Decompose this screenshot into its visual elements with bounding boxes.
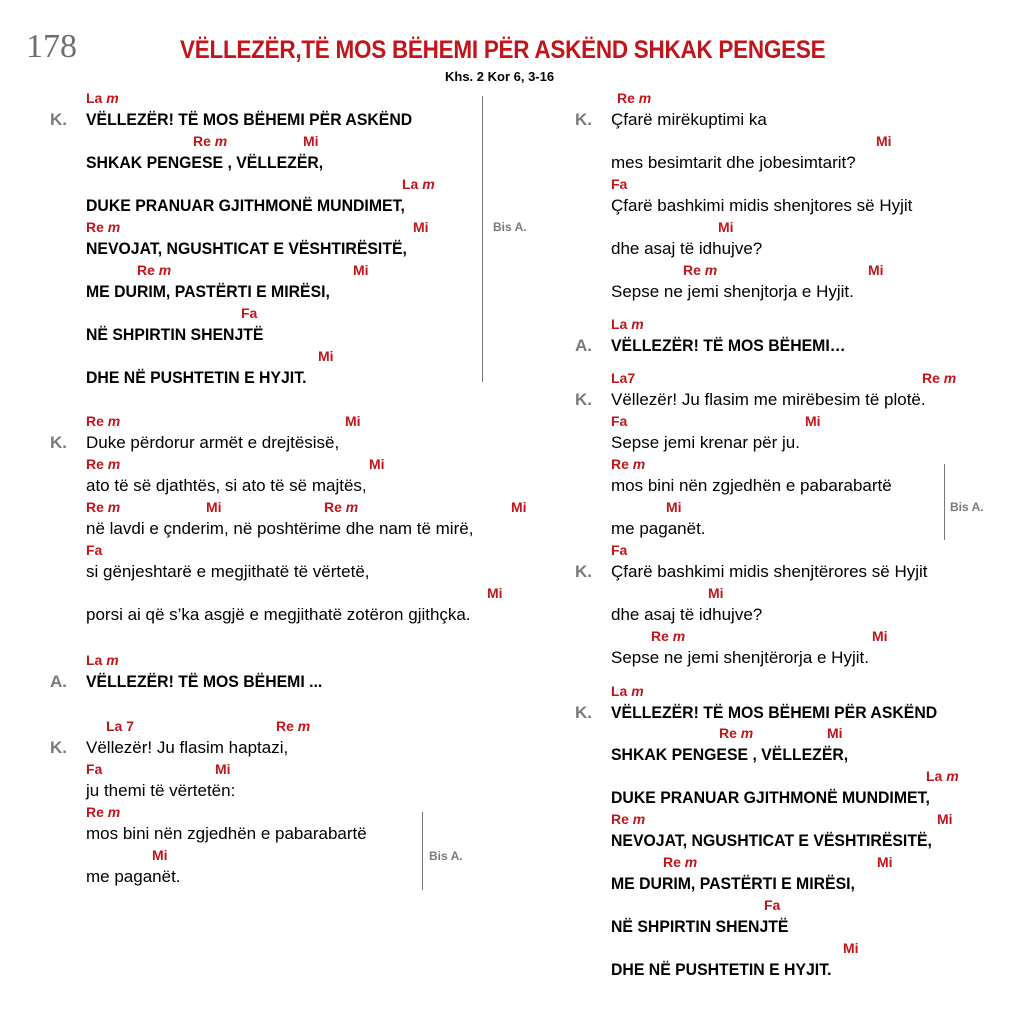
chord-fa: Fa [86,761,103,777]
chord-mi: Mi [206,499,222,515]
chord-mi: Mi [353,262,369,278]
lyric-line: me paganët. [611,519,706,538]
chord-re-minor: Re m [719,725,754,741]
lyric-line: Sepse ne jemi shenjtërorja e Hyjit. [611,648,869,667]
chord-mi: Mi [318,348,334,364]
chord-la7: La7 [611,370,636,386]
chord-fa: Fa [611,413,628,429]
label-k: K. [50,433,67,452]
label-k: K. [50,738,67,757]
lyric-line: me paganët. [86,867,181,886]
chord-la-minor: La m [611,683,644,699]
chord-re-minor: Re m [611,811,646,827]
chord-mi: Mi [877,854,893,870]
lyric-line: Çfarë mirëkuptimi ka [611,110,767,129]
chord-re-minor: Re m [651,628,686,644]
lyric-line: Vëllezër! Ju flasim me mirëbesim të plotë. [611,390,926,409]
lyric-line: SHKAK PENGESE , VËLLEZËR, [86,153,324,172]
repeat-bracket [944,464,945,540]
lyric-line: Sepse jemi krenar për ju. [611,433,800,452]
chord-re-minor: Re m [86,413,121,429]
lyric-line: NË SHPIRTIN SHENJTË [611,917,789,936]
lyric-line: Çfarë bashkimi midis shenjtores së Hyjit [611,196,913,215]
lyric-line: DUKE PRANUAR GJITHMONË MUNDIMET, [86,196,405,215]
chord-mi: Mi [827,725,843,741]
lyric-line: ato të së djathtës, si ato të së majtës, [86,476,367,495]
chord-mi: Mi [937,811,953,827]
lyric-line: Duke përdorur armët e drejtësisë, [86,433,340,452]
label-a: A. [575,336,592,355]
chord-mi: Mi [805,413,821,429]
lyric-line: mos bini nën zgjedhën e pabarabartë [611,476,892,495]
lyric-line: mos bini nën zgjedhën e pabarabartë [86,824,367,843]
chord-mi: Mi [487,585,503,601]
chord-re-minor: Re m [683,262,718,278]
chord-re-minor: Re m [611,456,646,472]
chord-la-7: La 7 [106,718,135,734]
chord-mi: Mi [303,133,319,149]
chord-mi: Mi [369,456,385,472]
lyric-line: Çfarë bashkimi midis shenjtërores së Hyjit [611,562,928,581]
label-k: K. [575,110,592,129]
chord-fa: Fa [764,897,781,913]
chord-mi: Mi [413,219,429,235]
chord-mi: Mi [215,761,231,777]
label-k: K. [50,110,67,129]
lyric-line: Sepse ne jemi shenjtorja e Hyjit. [611,282,854,301]
label-k: K. [575,562,592,581]
chord-mi: Mi [872,628,888,644]
chord-mi: Mi [708,585,724,601]
chord-la-minor: La m [86,652,119,668]
lyric-line: Vëllezër! Ju flasim haptazi, [86,738,289,757]
repeat-bracket [482,96,483,382]
chord-mi: Mi [868,262,884,278]
lyric-line: NË SHPIRTIN SHENJTË [86,325,264,344]
lyric-line: VËLLEZËR! TË MOS BËHEMI… [611,336,846,355]
chord-re-minor: Re m [276,718,311,734]
lyric-line: NEVOJAT, NGUSHTICAT E VËSHTIRËSITË, [86,239,407,258]
chord-mi: Mi [718,219,734,235]
chord-re-minor: Re m [86,219,121,235]
chord-la-minor: La m [86,90,119,106]
lyric-line: mes besimtarit dhe jobesimtarit? [611,153,856,172]
page-number: 178 [26,28,77,65]
chord-fa: Fa [241,305,258,321]
lyric-line: porsi ai që s’ka asgjë e megjithatë zotëron gjithçka. [86,605,471,624]
lyric-line: NEVOJAT, NGUSHTICAT E VËSHTIRËSITË, [611,831,932,850]
chord-re-minor: Re m [137,262,172,278]
lyric-line: DUKE PRANUAR GJITHMONË MUNDIMET, [611,788,930,807]
chord-re-minor: Re m [617,90,652,106]
chord-re-minor: Re m [324,499,359,515]
chord-re-minor: Re m [922,370,957,386]
chord-fa: Fa [611,176,628,192]
label-k: K. [575,703,592,722]
song-title: VËLLEZËR,TË MOS BËHEMI PËR ASKËND SHKAK PENGESE [180,36,826,64]
lyric-line: në lavdi e çnderim, në poshtërime dhe nam të mirë, [86,519,474,538]
chord-la-minor: La m [402,176,435,192]
chord-re-minor: Re m [86,804,121,820]
chord-re-minor: Re m [86,499,121,515]
lyric-line: ME DURIM, PASTËRTI E MIRËSI, [611,874,855,893]
chord-mi: Mi [876,133,892,149]
label-a: A. [50,672,67,691]
lyric-line: dhe asaj të idhujve? [611,239,763,258]
lyric-line: ME DURIM, PASTËRTI E MIRËSI, [86,282,330,301]
chord-re-minor: Re m [86,456,121,472]
lyric-line: SHKAK PENGESE , VËLLEZËR, [611,745,849,764]
lyric-line: ju themi të vërtetën: [86,781,236,800]
chord-mi: Mi [511,499,527,515]
lyric-line: si gënjeshtarë e megjithatë të vërtetë, [86,562,370,581]
lyric-line: dhe asaj të idhujve? [611,605,763,624]
chord-la-minor: La m [611,316,644,332]
chord-la-minor: La m [926,768,959,784]
chord-fa: Fa [611,542,628,558]
repeat-bracket [422,812,423,890]
lyric-line: VËLLEZËR! TË MOS BËHEMI PËR ASKËND [86,110,413,129]
lyric-line: DHE NË PUSHTETIN E HYJIT. [86,368,307,387]
lyric-line: DHE NË PUSHTETIN E HYJIT. [611,960,832,979]
label-k: K. [575,390,592,409]
chord-mi: Mi [345,413,361,429]
bis-label: Bis A. [950,500,984,514]
lyric-line: VËLLEZËR! TË MOS BËHEMI ... [86,672,323,691]
chord-fa: Fa [86,542,103,558]
chord-mi: Mi [843,940,859,956]
lyric-line: VËLLEZËR! TË MOS BËHEMI PËR ASKËND [611,703,938,722]
bis-label: Bis A. [429,849,463,863]
scripture-reference: Khs. 2 Kor 6, 3-16 [445,69,555,84]
chord-re-minor: Re m [663,854,698,870]
chord-mi: Mi [152,847,168,863]
chord-re-minor: Re m [193,133,228,149]
bis-label: Bis A. [493,220,527,234]
chord-mi: Mi [666,499,682,515]
